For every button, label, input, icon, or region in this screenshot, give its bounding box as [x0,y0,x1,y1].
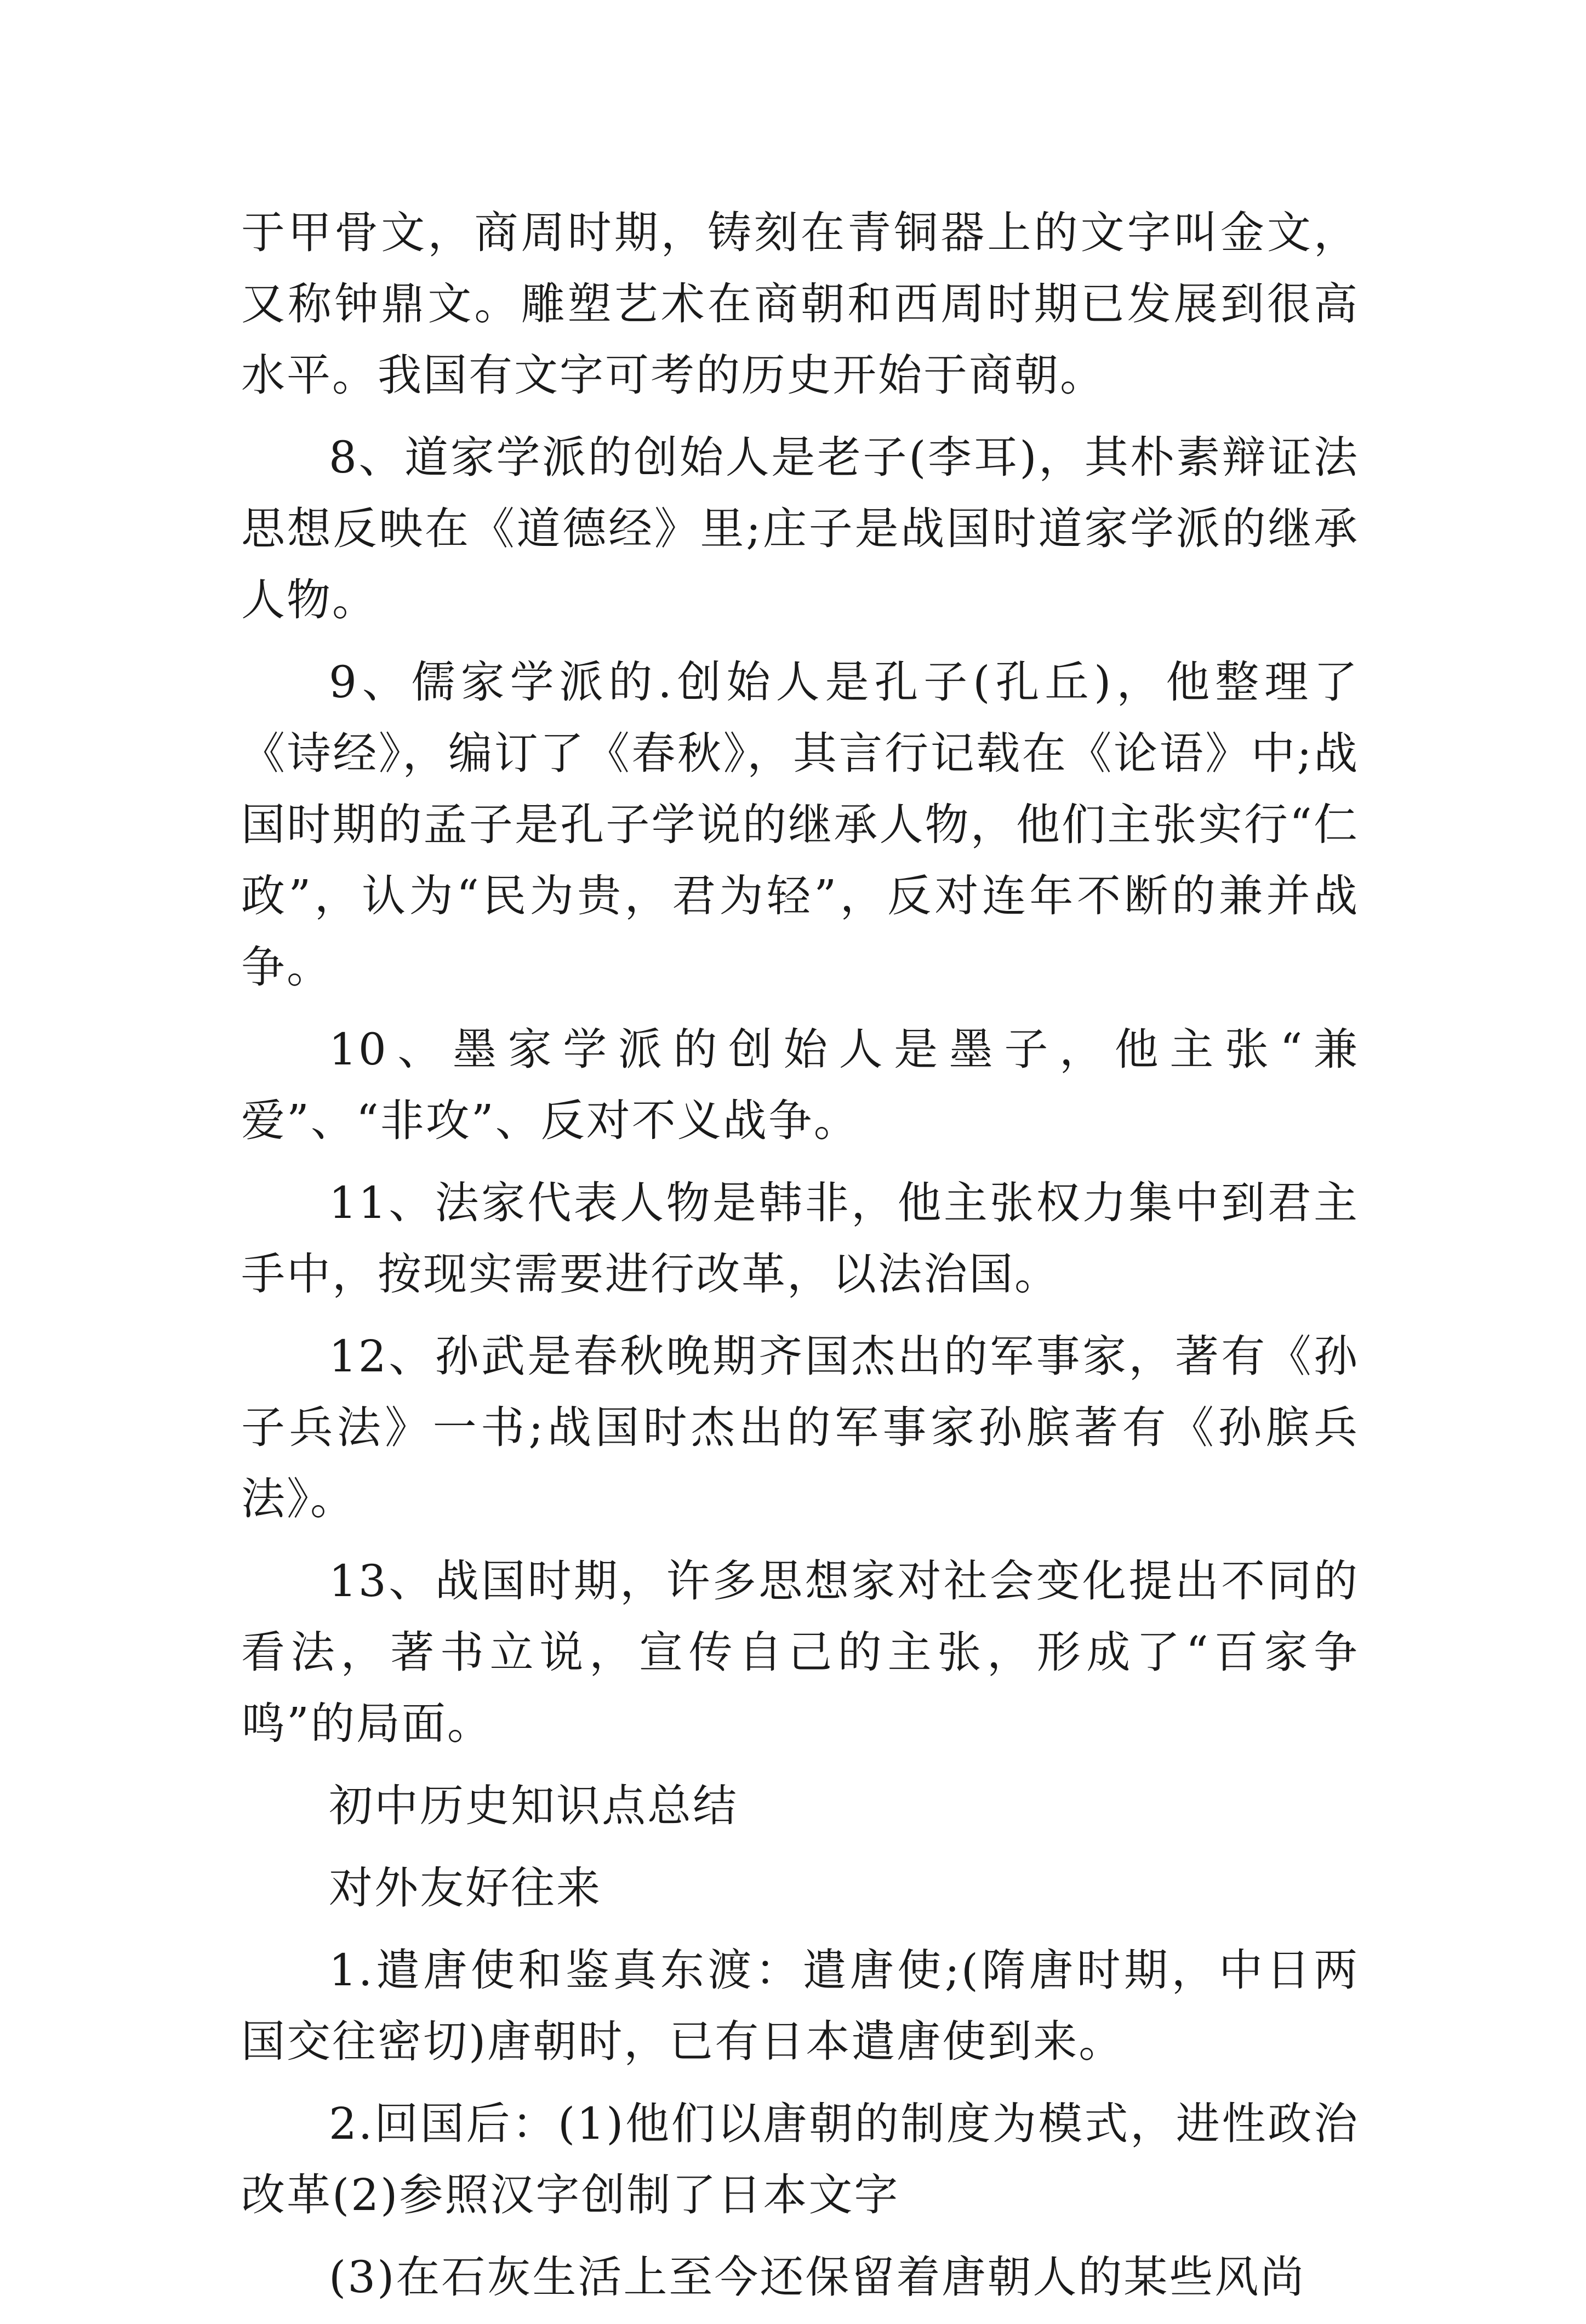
paragraph-oracle-bone-continuation: 于甲骨文，商周时期，铸刻在青铜器上的文字叫金文，又称钟鼎文。雕塑艺术在商朝和西周时期已发展到很高水平。我国有文字可考的历史开始于商朝。 [241,207,1359,401]
paragraph-item-9-confucianism: 9、儒家学派的.创始人是孔子(孔丘)，他整理了《诗经》，编订了《春秋》，其言行记载在《论语》中;战国时期的孟子是孔子学说的继承人物，他们主张实行“仁政”，认为“民为贵，君为轻”，反对连年不断的兼并战争。 [241,657,1359,993]
document-body [241,197,1359,2324]
paragraph-point-1-envoys: 1.遣唐使和鉴真东渡：遣唐使;(隋唐时期，中日两国交往密切)唐朝时，已有日本遣唐使到来。 [241,1945,1359,2067]
paragraph-point-2-return: 2.回国后：(1)他们以唐朝的制度为模式，进性政治改革(2)参照汉字创制了日本文字 [241,2098,1359,2220]
paragraph-item-11-legalism: 11、法家代表人物是韩非，他主张权力集中到君主手中，按现实需要进行改革，以法治国。 [241,1177,1359,1300]
paragraph-item-10-mohism: 10、墨家学派的创始人是墨子，他主张“兼爱”、“非攻”、反对不义战争。 [241,1024,1359,1146]
paragraph-item-12-sunwu: 12、孙武是春秋晚期齐国杰出的军事家，著有《孙子兵法》一书;战国时杰出的军事家孙膑著有《孙膑兵法》。 [241,1331,1359,1524]
section-heading-summary: 初中历史知识点总结 [329,1780,738,1831]
section-subheading-foreign-relations: 对外友好往来 [329,1862,602,1913]
paragraph-point-3-customs: (3)在石灰生活上至今还保留着唐朝人的某些风尚 [329,2252,1306,2303]
paragraph-item-8-taoism: 8、道家学派的创始人是老子(李耳)，其朴素辩证法思想反映在《道德经》里;庄子是战国时道家学派的继承人物。 [241,432,1359,625]
paragraph-item-13-hundred-schools: 13、战国时期，许多思想家对社会变化提出不同的看法，著书立说，宣传自己的主张，形成了“百家争鸣”的局面。 [241,1556,1359,1749]
